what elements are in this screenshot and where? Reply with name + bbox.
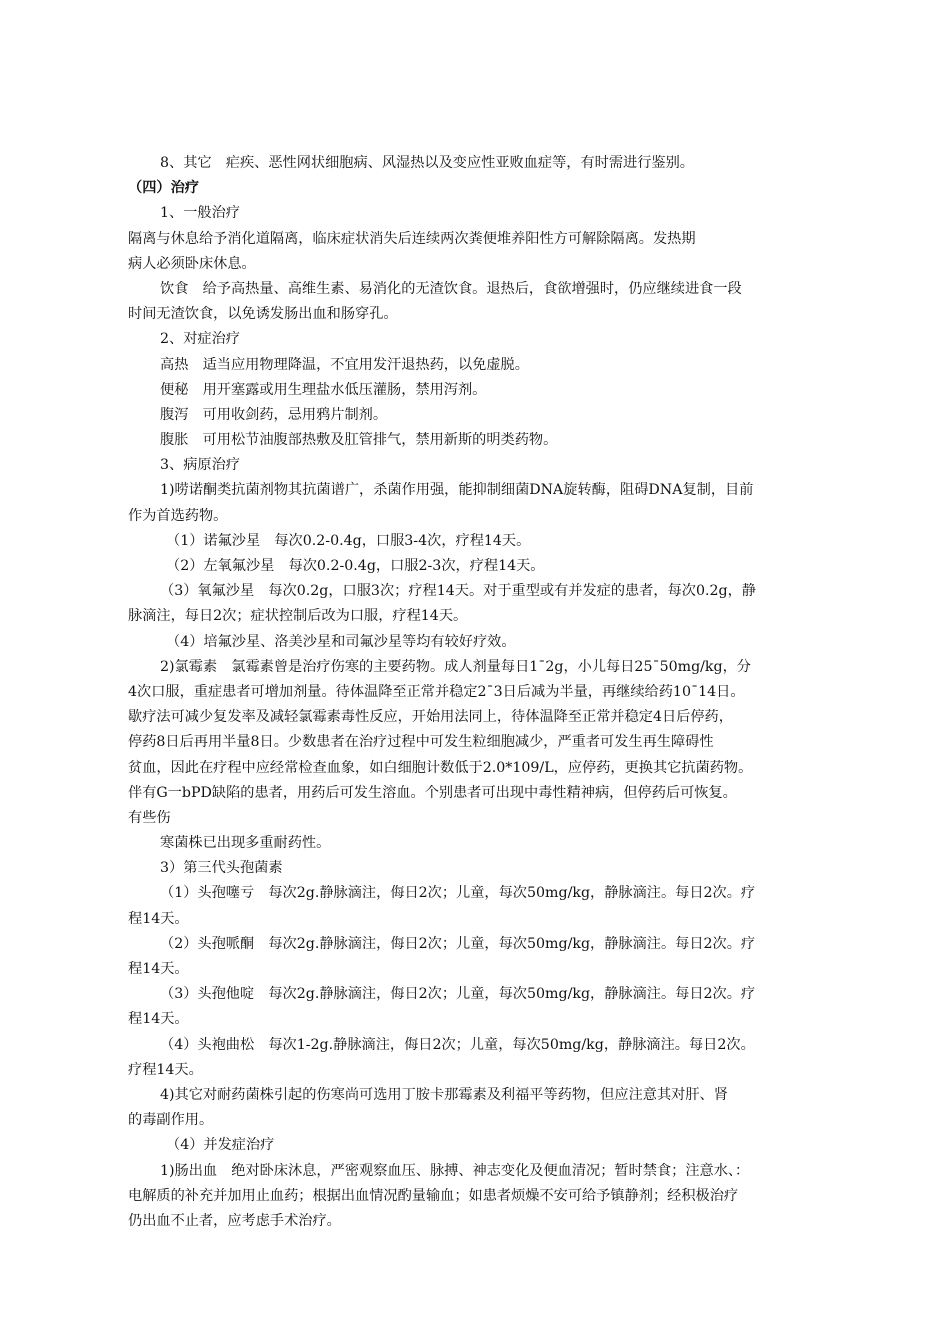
text-line: 3、病原治疗 [160,457,240,474]
text-line: 病人必须卧床休息。 [128,255,256,272]
text-line: 程14天。 [128,1011,189,1028]
text-line: 4次口服，重症患者可增加剂量。待体温降至正常并稳定2¯3日后减为半量，再继续给药10¯14日。 [128,683,745,700]
text-line: （2）头孢哌酮 每次2g.静脉滴注，侮日2次；儿童，每次50mg/kg，静脉滴注。每日2次。疗 [160,935,756,952]
text-line: 8、其它 疟疾、恶性网状细胞病、风湿热以及变应性亚败血症等，有时需进行鉴别。 [160,155,694,171]
text-line: 高热 适当应用物理降温，不宜用发汗退热药，以免虚脱。 [160,356,529,373]
text-line: 4)其它对耐药菌株引起的伤寒尚可选用丁胺卡那霉素及利福平等药物，但应注意其对肝、肾 [160,1086,728,1103]
text-line: 有些伤 [128,809,171,826]
text-line: 1、一般治疗 [160,205,240,222]
text-line: 仍出血不止者，应考虑手术治疗。 [128,1212,341,1229]
text-line: （4）培氟沙星、洛美沙星和司氟沙星等均有较好疗效。 [166,633,516,650]
text-line: 2)氯霉素 氯霉素曾是治疗伤寒的主要药物。成人剂量每日1¯2g，小儿每日25¯50mg/kg，分 [160,658,751,675]
section-heading: （四）治疗 [128,180,199,197]
document-page [128,151,828,1234]
text-line: （3）头孢他啶 每次2g.静脉滴注，侮日2次；儿童，每次50mg/kg，静脉滴注。每日2次。疗 [160,986,756,1003]
text-line: 程14天。 [128,961,189,977]
text-line: 腹胀 可用松节油腹部热敷及肛管排气，禁用新斯的明类药物。 [160,432,558,449]
text-line: 1)唠诺酮类抗菌剂物其抗菌谱广，杀菌作用强，能抑制细菌DNA旋转酶，阻碍DNA复制，目前 [160,482,754,499]
text-line: 歇疗法可减少复发率及减轻氯霉素毒性反应，开始用法同上，待体温降至正常并稳定4日后停药， [128,709,733,726]
text-line: 2、对症治疗 [160,331,240,348]
text-line: 程14天。 [128,910,189,927]
text-line: （2）左氧氟沙星 每次0.2-0.4g，口服2-3次，疗程14天。 [166,558,545,574]
text-line: 伴有G一bPD缺陷的患者，用药后可发生溶血。个别患者可出现中毒性精神病，但停药后可恢复。 [128,784,737,801]
text-line: （4）并发症治疗 [166,1137,275,1154]
text-line: 饮食 给予高热量、高维生素、易消化的无渣饮食。退热后，食欲增强时，仍应继续进食一段 [160,280,742,297]
text-line: 腹泻 可用收剑药，忌用鸦片制剂。 [160,406,388,423]
text-line: 时间无渣饮食，以免诱发肠出血和肠穿孔。 [128,306,398,323]
text-line: （3）氧氟沙星 每次0.2g，口服3次；疗程14天。对于重型或有并发症的患者，每次0.2g，静 [160,583,756,600]
text-line: 电解质的补充并加用止血药；根据出血情况酌量输血；如患者烦燥不安可给予镇静剂；经积极治疗 [128,1187,739,1204]
text-line: 停药8日后再用半量8日。少数患者在治疗过程中可发生粒细胞减少，严重者可发生再生障碍性 [128,734,714,751]
text-line: 3）第三代头孢菌素 [160,860,283,877]
text-line: 作为首选药物。 [128,507,228,524]
text-line: （1）头孢噻亏 每次2g.静脉滴注，侮日2次；儿童，每次50mg/kg，静脉滴注。每日2次。疗 [160,885,756,902]
text-line: 隔离与休息给予消化道隔离，临床症状消失后连续两次粪便堆养阳性方可解除隔离。发热期 [128,230,696,247]
text-line: （1）诺氟沙星 每次0.2-0.4g，口服3-4次，疗程14天。 [166,532,531,549]
text-line: 贫血，因此在疗程中应经常检查血象，如白细胞计数低于2.0*109/L，应停药，更换其它抗菌药物。 [128,759,753,776]
text-line: 的毒副作用。 [128,1112,214,1129]
text-line: （4）头袍曲松 每次1-2g.静脉滴注，侮日2次；儿童，每次50mg/kg，静脉滴注。每日2次。 [160,1036,755,1053]
text-line: 脉滴注，每日2次；症状控制后改为口服，疗程14天。 [128,608,468,625]
text-line: 寒菌株已出现多重耐药性。 [160,835,331,852]
text-line: 便秘 用开塞露或用生理盐水低压灌肠，禁用泻剂。 [160,381,487,398]
text-line: 1)肠出血 绝对卧床沐息，严密观察血压、脉搏、神志变化及便血清况；暂时禁食；注意水、： [160,1162,750,1179]
text-line: 疗程14天。 [128,1061,203,1078]
